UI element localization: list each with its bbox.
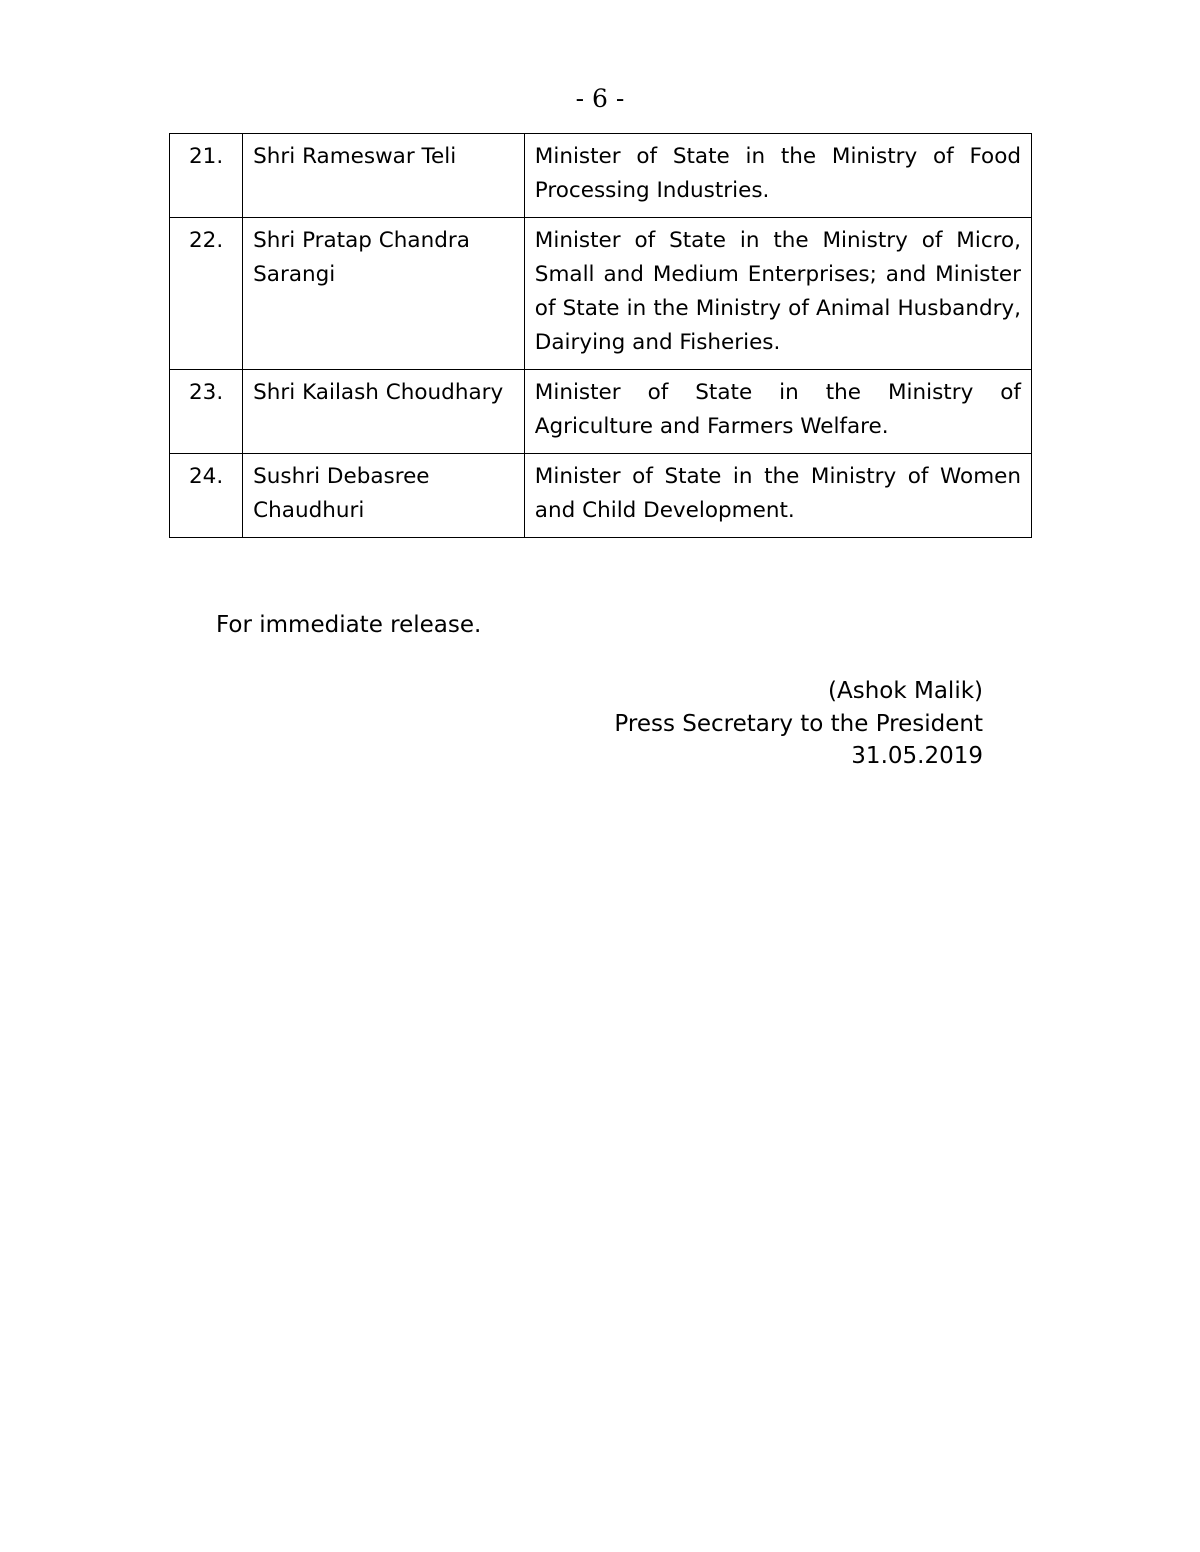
ministers-table [169, 133, 1032, 538]
release-note: For immediate release. [216, 612, 482, 638]
serial-number: 24. [170, 454, 243, 538]
portfolio: Minister of State in the Ministry of Agriculture and Farmers Welfare. [524, 370, 1031, 454]
release-date: 31.05.2019 [851, 743, 983, 769]
serial-number: 21. [170, 134, 243, 218]
signature-block [614, 675, 983, 773]
table-row [170, 454, 1032, 538]
table-row [170, 134, 1032, 218]
signatory-designation: Press Secretary to the President [614, 710, 983, 737]
minister-name: Shri Rameswar Teli [243, 134, 525, 218]
table-row [170, 218, 1032, 370]
table-row [170, 370, 1032, 454]
minister-name: Shri Pratap Chandra Sarangi [243, 218, 525, 370]
minister-name: Sushri Debasree Chaudhuri [243, 454, 525, 538]
portfolio: Minister of State in the Ministry of Micro, Small and Medium Enterprises; and Minister of State in the Ministry of Animal Husbandry, Dairying and Fisheries. [524, 218, 1031, 370]
portfolio: Minister of State in the Ministry of Food Processing Industries. [524, 134, 1031, 218]
serial-number: 22. [170, 218, 243, 370]
portfolio: Minister of State in the Ministry of Women and Child Development. [524, 454, 1031, 538]
signatory-name: (Ashok Malik) [828, 678, 983, 704]
minister-name: Shri Kailash Choudhary [243, 370, 525, 454]
serial-number: 23. [170, 370, 243, 454]
page-number: - 6 - [575, 84, 625, 113]
